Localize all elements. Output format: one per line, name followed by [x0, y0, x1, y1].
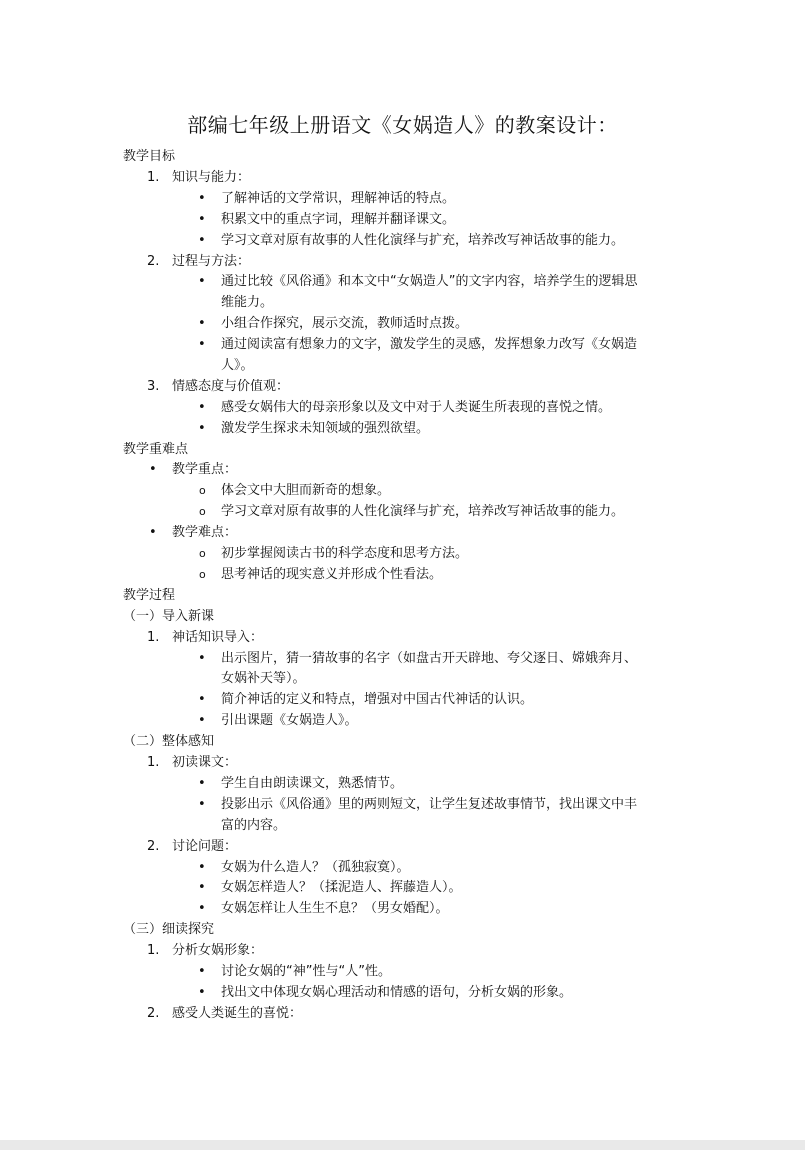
list-label: 知识与能力：: [172, 170, 251, 185]
bullet-icon: •: [198, 212, 206, 227]
bullet-text: 学习文章对原有故事的人性化演绎与扩充，培养改写神话故事的能力。: [221, 233, 625, 248]
bullet-icon: •: [198, 191, 206, 206]
bullet-text: 思考神话的现实意义并形成个性看法。: [221, 567, 443, 582]
circle-bullet-icon: o: [199, 505, 206, 518]
bullet-text: 小组合作探究，展示交流，教师适时点拨。: [221, 316, 469, 331]
bullet-icon: •: [198, 901, 206, 916]
bullet-text: 女娲怎样造人？（揉泥造人、挥藤造人）。: [221, 880, 462, 895]
bullet-text: 了解神话的文学常识，理解神话的特点。: [221, 191, 456, 206]
bullet-text: 激发学生探求未知领域的强烈欲望。: [221, 421, 430, 436]
bullet-text: 体会文中大胆而新奇的想象。: [221, 483, 391, 498]
bullet-text: 女娲为什么造人？（孤独寂寞）。: [221, 860, 410, 875]
section-heading-goals: 教学目标: [123, 149, 176, 164]
list-label: 神话知识导入：: [172, 630, 264, 645]
list-number: 1.: [147, 170, 160, 185]
page-bottom-edge: [0, 1140, 805, 1150]
subsection-heading: （二）整体感知: [123, 734, 215, 749]
bullet-icon: •: [198, 651, 206, 666]
bullet-text: 通过阅读富有想象力的文字，激发学生的灵感，发挥想象力改写《女娲造: [221, 337, 638, 352]
bullet-icon: •: [198, 316, 206, 331]
bullet-text: 简介神话的定义和特点，增强对中国古代神话的认识。: [221, 692, 534, 707]
circle-bullet-icon: o: [199, 484, 206, 497]
bullet-icon: •: [198, 274, 206, 289]
bullet-text: 引出课题《女娲造人》。: [221, 713, 358, 728]
list-number: 1.: [147, 630, 160, 645]
list-number: 3.: [147, 379, 160, 394]
bullet-icon: •: [198, 233, 206, 248]
bullet-icon: •: [198, 797, 206, 812]
list-number: 1.: [147, 943, 160, 958]
list-label: 分析女娲形象：: [172, 943, 264, 958]
bullet-icon: •: [198, 337, 206, 352]
subsection-heading: （一）导入新课: [123, 609, 215, 624]
bullet-icon: •: [198, 400, 206, 415]
list-number: 2.: [147, 254, 160, 269]
bullet-text: 通过比较《风俗通》和本文中“女娲造人”的文字内容，培养学生的逻辑思: [221, 274, 638, 289]
circle-bullet-icon: o: [199, 568, 206, 581]
bullet-icon: •: [198, 985, 206, 1000]
bullet-icon: •: [149, 525, 157, 540]
bullet-text: 人》。: [221, 358, 254, 373]
list-label: 情感态度与价值观：: [172, 379, 290, 394]
bullet-icon: •: [198, 713, 206, 728]
subsection-heading: （三）细读探究: [123, 922, 215, 937]
bullet-text: 富的内容。: [221, 818, 287, 833]
section-heading-difficulties: 教学重难点: [123, 442, 189, 457]
bullet-icon: •: [198, 776, 206, 791]
bullet-text: 讨论女娲的“神”性与“人”性。: [221, 964, 391, 979]
list-number: 1.: [147, 755, 160, 770]
section-heading-process: 教学过程: [123, 588, 176, 603]
bullet-text: 初步掌握阅读古书的科学态度和思考方法。: [221, 546, 469, 561]
bullet-icon: •: [198, 692, 206, 707]
list-label: 讨论问题：: [172, 839, 238, 854]
bullet-text: 学生自由朗读课文，熟悉情节。: [221, 776, 404, 791]
list-label: 感受人类诞生的喜悦：: [172, 1006, 303, 1021]
bullet-text: 出示图片，猜一猜故事的名字（如盘古开天辟地、夸父逐日、嫦娥奔月、: [221, 651, 638, 666]
bullet-text: 女娲补天等）。: [221, 671, 306, 686]
bullet-text: 学习文章对原有故事的人性化演绎与扩充，培养改写神话故事的能力。: [221, 504, 625, 519]
document-title: 部编七年级上册语文《女娲造人》的教案设计：: [187, 113, 618, 137]
bullet-text: 维能力。: [221, 295, 274, 310]
circle-bullet-icon: o: [199, 547, 206, 560]
bullet-text: 感受女娲伟大的母亲形象以及文中对于人类诞生所表现的喜悦之情。: [221, 400, 612, 415]
list-number: 2.: [147, 839, 160, 854]
list-number: 2.: [147, 1006, 160, 1021]
bullet-icon: •: [198, 421, 206, 436]
list-label: 教学难点：: [172, 525, 238, 540]
bullet-icon: •: [198, 964, 206, 979]
bullet-text: 找出文中体现女娲心理活动和情感的语句，分析女娲的形象。: [221, 985, 573, 1000]
bullet-text: 积累文中的重点字词，理解并翻译课文。: [221, 212, 456, 227]
bullet-text: 女娲怎样让人生生不息？（男女婚配）。: [221, 901, 449, 916]
bullet-icon: •: [149, 462, 157, 477]
bullet-icon: •: [198, 880, 206, 895]
list-label: 过程与方法：: [172, 254, 251, 269]
list-label: 初读课文：: [172, 755, 238, 770]
bullet-text: 投影出示《风俗通》里的两则短文，让学生复述故事情节，找出课文中丰: [221, 797, 638, 812]
bullet-icon: •: [198, 860, 206, 875]
list-label: 教学重点：: [172, 462, 238, 477]
